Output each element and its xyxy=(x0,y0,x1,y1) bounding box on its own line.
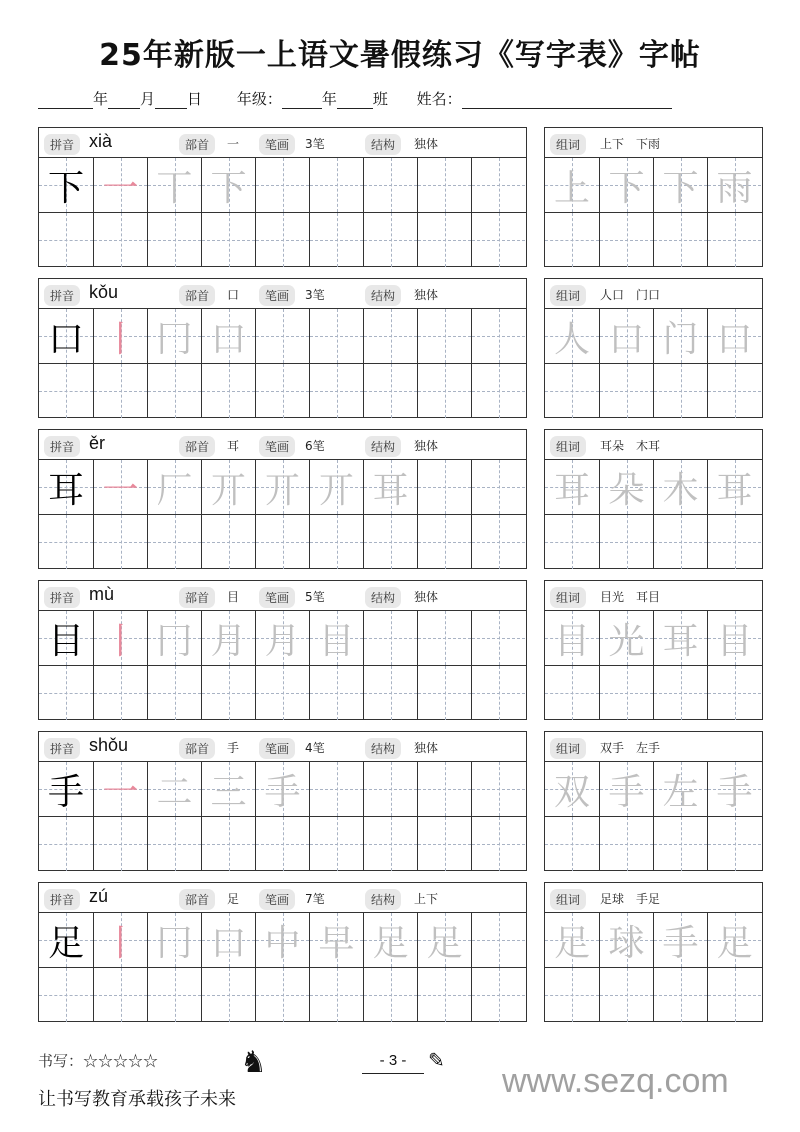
writing-cell[interactable] xyxy=(471,817,525,871)
radical-label: 部首 xyxy=(179,738,215,759)
writing-cell[interactable] xyxy=(417,515,471,569)
writing-cell[interactable] xyxy=(255,309,309,363)
pinyin-value: shǒu xyxy=(89,735,129,755)
year-label: 年 xyxy=(93,90,109,108)
model-char: 口 xyxy=(39,309,93,363)
writing-cell[interactable] xyxy=(599,213,653,267)
writing-cell[interactable] xyxy=(309,515,363,569)
strokes-label: 笔画 xyxy=(259,134,295,155)
strokes-value: 7笔 xyxy=(305,892,325,906)
stroke-step-cell[interactable]: 丅 xyxy=(147,158,201,212)
class-blank[interactable] xyxy=(337,93,373,109)
writing-cell[interactable] xyxy=(255,817,309,871)
writing-cell[interactable] xyxy=(707,515,761,569)
page-number: - 3 - xyxy=(362,1052,424,1074)
writing-cell[interactable] xyxy=(599,817,653,871)
pen-icon: ✎ xyxy=(428,1048,445,1072)
trace-cell[interactable]: 木 xyxy=(653,460,707,514)
writing-cell[interactable] xyxy=(417,817,471,871)
structure-label: 结构 xyxy=(365,134,401,155)
writing-cell[interactable] xyxy=(363,611,417,665)
writing-cell[interactable] xyxy=(201,515,255,569)
pinyin-value: ěr xyxy=(89,433,106,453)
stroke-step-cell[interactable]: 冂 xyxy=(147,913,201,967)
words-label: 组词 xyxy=(550,436,586,457)
char-info-header xyxy=(39,883,526,913)
stroke-step-cell[interactable]: 目 xyxy=(309,611,363,665)
pinyin-value: xià xyxy=(89,131,113,151)
writing-cell[interactable] xyxy=(147,968,201,1022)
trace-cell[interactable]: 足 xyxy=(707,913,761,967)
trace-cell[interactable]: 上 xyxy=(545,158,599,212)
words-label: 组词 xyxy=(550,285,586,306)
writing-cell[interactable] xyxy=(363,364,417,418)
strokes-label: 笔画 xyxy=(259,436,295,457)
structure-value: 独体 xyxy=(414,590,439,604)
radical-label: 部首 xyxy=(179,889,215,910)
writing-cell[interactable] xyxy=(653,213,707,267)
writing-cell[interactable] xyxy=(417,213,471,267)
writing-cell[interactable] xyxy=(545,666,599,720)
radical-value: 口 xyxy=(227,288,240,302)
watermark: www.sezq.com xyxy=(502,1062,729,1100)
month-label: 月 xyxy=(140,90,156,108)
structure-value: 独体 xyxy=(414,439,439,453)
radical-label: 部首 xyxy=(179,285,215,306)
model-char: 手 xyxy=(39,762,93,816)
horse-icon: ♞ xyxy=(240,1045,267,1080)
stroke-step-cell[interactable]: 手 xyxy=(255,762,309,816)
strokes-label: 笔画 xyxy=(259,285,295,306)
char-practice-block xyxy=(38,731,527,871)
writing-cell[interactable] xyxy=(653,817,707,871)
trace-cell[interactable]: 人 xyxy=(545,309,599,363)
writing-cell[interactable] xyxy=(471,309,525,363)
writing-cell[interactable] xyxy=(471,158,525,212)
radical-value: 耳 xyxy=(227,439,240,453)
stroke-step-cell[interactable]: 丌 xyxy=(309,460,363,514)
writing-cell[interactable] xyxy=(417,968,471,1022)
strokes-label: 笔画 xyxy=(259,587,295,608)
strokes-label: 笔画 xyxy=(259,738,295,759)
writing-cell[interactable] xyxy=(255,515,309,569)
radical-label: 部首 xyxy=(179,587,215,608)
pinyin-label: 拼音 xyxy=(44,436,80,457)
words-label: 组词 xyxy=(550,738,586,759)
writing-cell[interactable] xyxy=(363,666,417,720)
stroke-step-cell[interactable]: 一 xyxy=(93,460,147,514)
model-char: 目 xyxy=(39,611,93,665)
stroke-step-cell[interactable]: 月 xyxy=(201,611,255,665)
writing-cell[interactable] xyxy=(93,666,147,720)
writing-cell[interactable] xyxy=(309,666,363,720)
strokes-value: 6笔 xyxy=(305,439,325,453)
writing-cell[interactable] xyxy=(201,666,255,720)
stroke-step-cell[interactable]: 丨 xyxy=(93,611,147,665)
writing-cell[interactable] xyxy=(471,364,525,418)
pinyin-value: kǒu xyxy=(89,282,119,302)
stroke-step-cell[interactable]: 口 xyxy=(201,913,255,967)
trace-cell[interactable]: 口 xyxy=(599,309,653,363)
structure-label: 结构 xyxy=(365,738,401,759)
stroke-step-cell[interactable]: 厂 xyxy=(147,460,201,514)
writing-cell[interactable] xyxy=(417,762,471,816)
writing-cell[interactable] xyxy=(545,817,599,871)
stroke-step-cell[interactable]: 三 xyxy=(201,762,255,816)
writing-cell[interactable] xyxy=(599,968,653,1022)
model-char: 足 xyxy=(39,913,93,967)
name-label: 姓名： xyxy=(416,90,462,108)
writing-cell[interactable] xyxy=(147,817,201,871)
writing-cell[interactable] xyxy=(471,762,525,816)
stroke-step-cell[interactable]: 早 xyxy=(309,913,363,967)
pinyin-label: 拼音 xyxy=(44,285,80,306)
stroke-step-cell[interactable]: 足 xyxy=(417,913,471,967)
char-info-header xyxy=(39,279,526,309)
trace-cell[interactable]: 光 xyxy=(599,611,653,665)
words-value: 足球 手足 xyxy=(600,892,661,906)
radical-value: 目 xyxy=(227,590,240,604)
page-title: 25年新版一上语文暑假练习《写字表》字帖 xyxy=(99,38,701,73)
student-info-line xyxy=(38,88,672,109)
writing-cell[interactable] xyxy=(707,817,761,871)
writing-cell[interactable] xyxy=(545,515,599,569)
char-practice-block xyxy=(38,429,527,569)
writing-cell[interactable] xyxy=(39,213,93,267)
trace-cell[interactable]: 雨 xyxy=(707,158,761,212)
structure-value: 上下 xyxy=(414,892,439,906)
trace-cell[interactable]: 手 xyxy=(599,762,653,816)
writing-cell[interactable] xyxy=(363,968,417,1022)
writing-cell[interactable] xyxy=(471,968,525,1022)
char-info-header xyxy=(39,128,526,158)
words-label: 组词 xyxy=(550,587,586,608)
stroke-step-cell[interactable]: 冂 xyxy=(147,611,201,665)
writing-cell[interactable] xyxy=(39,666,93,720)
writing-cell[interactable] xyxy=(309,364,363,418)
trace-cell[interactable]: 左 xyxy=(653,762,707,816)
pinyin-value: mù xyxy=(89,584,115,604)
writing-cell[interactable] xyxy=(363,515,417,569)
grade-blank[interactable] xyxy=(282,93,322,109)
writing-cell[interactable] xyxy=(417,666,471,720)
trace-cell[interactable]: 下 xyxy=(599,158,653,212)
char-practice-block xyxy=(38,278,527,418)
radical-label: 部首 xyxy=(179,436,215,457)
year-blank[interactable] xyxy=(38,93,93,109)
char-practice-block xyxy=(38,580,527,720)
name-blank[interactable] xyxy=(462,93,672,109)
writing-cell[interactable] xyxy=(471,460,525,514)
writing-cell[interactable] xyxy=(363,213,417,267)
structure-value: 独体 xyxy=(414,288,439,302)
pinyin-value: zú xyxy=(89,886,109,906)
radical-label: 部首 xyxy=(179,134,215,155)
writing-cell[interactable] xyxy=(417,364,471,418)
writing-cell[interactable] xyxy=(545,213,599,267)
writing-cell[interactable] xyxy=(471,213,525,267)
trace-cell[interactable]: 目 xyxy=(707,611,761,665)
writing-cell[interactable] xyxy=(93,515,147,569)
trace-cell[interactable]: 朵 xyxy=(599,460,653,514)
char-info-header xyxy=(39,430,526,460)
pinyin-label: 拼音 xyxy=(44,889,80,910)
words-value: 上下 下雨 xyxy=(600,137,661,151)
stroke-step-cell[interactable]: 丨 xyxy=(93,309,147,363)
stroke-step-cell[interactable]: 足 xyxy=(363,913,417,967)
structure-value: 独体 xyxy=(414,741,439,755)
char-practice-block xyxy=(38,882,527,1022)
class-label: 班 xyxy=(372,90,388,108)
writing-cell[interactable] xyxy=(653,666,707,720)
slogan: 让书写教育承载孩子未来 xyxy=(38,1089,236,1110)
char-practice-block xyxy=(38,127,527,267)
writing-cell[interactable] xyxy=(147,515,201,569)
trace-cell[interactable]: 手 xyxy=(653,913,707,967)
writing-cell[interactable] xyxy=(255,364,309,418)
writing-cell[interactable] xyxy=(599,666,653,720)
writing-cell[interactable] xyxy=(255,666,309,720)
writing-cell[interactable] xyxy=(471,666,525,720)
writing-cell[interactable] xyxy=(39,817,93,871)
trace-cell[interactable]: 口 xyxy=(707,309,761,363)
writing-cell[interactable] xyxy=(417,309,471,363)
structure-label: 结构 xyxy=(365,436,401,457)
writing-cell[interactable] xyxy=(93,213,147,267)
trace-cell[interactable]: 双 xyxy=(545,762,599,816)
strokes-value: 3笔 xyxy=(305,288,325,302)
radical-value: 一 xyxy=(227,137,240,151)
writing-cell[interactable] xyxy=(93,364,147,418)
writing-cell[interactable] xyxy=(417,460,471,514)
writing-cell[interactable] xyxy=(363,309,417,363)
writing-cell[interactable] xyxy=(471,611,525,665)
stroke-step-cell[interactable]: 二 xyxy=(147,762,201,816)
trace-cell[interactable]: 目 xyxy=(545,611,599,665)
writing-cell[interactable] xyxy=(417,611,471,665)
stroke-step-cell[interactable]: 中 xyxy=(255,913,309,967)
trace-cell[interactable]: 足 xyxy=(545,913,599,967)
writing-cell[interactable] xyxy=(309,309,363,363)
writing-cell[interactable] xyxy=(309,158,363,212)
writing-cell[interactable] xyxy=(39,515,93,569)
writing-cell[interactable] xyxy=(653,515,707,569)
trace-cell[interactable]: 下 xyxy=(653,158,707,212)
word-practice-block xyxy=(544,731,763,871)
word-practice-block xyxy=(544,127,763,267)
writing-cell[interactable] xyxy=(201,968,255,1022)
word-practice-block xyxy=(544,882,763,1022)
writing-cell[interactable] xyxy=(653,364,707,418)
words-label: 组词 xyxy=(550,889,586,910)
writing-cell[interactable] xyxy=(545,968,599,1022)
stroke-step-cell[interactable]: 一 xyxy=(93,158,147,212)
writing-cell[interactable] xyxy=(471,515,525,569)
pinyin-label: 拼音 xyxy=(44,587,80,608)
day-blank[interactable] xyxy=(155,93,187,109)
stroke-step-cell[interactable]: 月 xyxy=(255,611,309,665)
writing-cell[interactable] xyxy=(599,515,653,569)
pinyin-label: 拼音 xyxy=(44,134,80,155)
writing-cell[interactable] xyxy=(363,158,417,212)
words-value: 人口 门口 xyxy=(600,288,661,302)
structure-label: 结构 xyxy=(365,587,401,608)
writing-cell[interactable] xyxy=(309,213,363,267)
writing-cell[interactable] xyxy=(309,762,363,816)
structure-value: 独体 xyxy=(414,137,439,151)
stroke-step-cell[interactable]: 耳 xyxy=(363,460,417,514)
char-info-header xyxy=(39,581,526,611)
writing-cell[interactable] xyxy=(599,364,653,418)
radical-value: 手 xyxy=(227,741,240,755)
grade-year-label: 年 xyxy=(321,90,337,108)
writing-cell[interactable] xyxy=(147,213,201,267)
char-info-header xyxy=(39,732,526,762)
trace-cell[interactable]: 耳 xyxy=(707,460,761,514)
stroke-step-cell[interactable]: 丌 xyxy=(255,460,309,514)
word-practice-block xyxy=(544,278,763,418)
trace-cell[interactable]: 耳 xyxy=(653,611,707,665)
writing-cell[interactable] xyxy=(309,968,363,1022)
words-value: 耳朵 木耳 xyxy=(600,439,661,453)
grade-label: 年级： xyxy=(236,90,282,108)
writing-cell[interactable] xyxy=(93,817,147,871)
writing-cell[interactable] xyxy=(707,213,761,267)
rating-label: 书写：☆☆☆☆☆ xyxy=(38,1052,159,1070)
stroke-step-cell[interactable]: 冂 xyxy=(147,309,201,363)
writing-cell[interactable] xyxy=(93,968,147,1022)
writing-cell[interactable] xyxy=(471,913,525,967)
writing-cell[interactable] xyxy=(417,158,471,212)
structure-label: 结构 xyxy=(365,285,401,306)
writing-cell[interactable] xyxy=(255,158,309,212)
writing-cell[interactable] xyxy=(363,817,417,871)
writing-cell[interactable] xyxy=(363,762,417,816)
month-blank[interactable] xyxy=(108,93,140,109)
writing-cell[interactable] xyxy=(707,968,761,1022)
day-label: 日 xyxy=(187,90,203,108)
model-char: 耳 xyxy=(39,460,93,514)
trace-cell[interactable]: 门 xyxy=(653,309,707,363)
writing-cell[interactable] xyxy=(255,213,309,267)
trace-cell[interactable]: 手 xyxy=(707,762,761,816)
writing-cell[interactable] xyxy=(39,968,93,1022)
stroke-step-cell[interactable]: 丌 xyxy=(201,460,255,514)
writing-cell[interactable] xyxy=(707,666,761,720)
writing-cell[interactable] xyxy=(147,666,201,720)
writing-cell[interactable] xyxy=(201,213,255,267)
writing-cell[interactable] xyxy=(707,364,761,418)
writing-cell[interactable] xyxy=(653,968,707,1022)
structure-label: 结构 xyxy=(365,889,401,910)
stroke-step-cell[interactable]: 丨 xyxy=(93,913,147,967)
writing-cell[interactable] xyxy=(201,364,255,418)
strokes-value: 3笔 xyxy=(305,137,325,151)
trace-cell[interactable]: 球 xyxy=(599,913,653,967)
strokes-label: 笔画 xyxy=(259,889,295,910)
writing-cell[interactable] xyxy=(255,968,309,1022)
strokes-value: 5笔 xyxy=(305,590,325,604)
writing-cell[interactable] xyxy=(39,364,93,418)
word-practice-block xyxy=(544,580,763,720)
words-label: 组词 xyxy=(550,134,586,155)
model-char: 下 xyxy=(39,158,93,212)
pinyin-label: 拼音 xyxy=(44,738,80,759)
words-value: 目光 耳目 xyxy=(600,590,661,604)
writing-cell[interactable] xyxy=(201,817,255,871)
radical-value: 足 xyxy=(227,892,240,906)
writing-cell[interactable] xyxy=(309,817,363,871)
stroke-step-cell[interactable]: 下 xyxy=(201,158,255,212)
trace-cell[interactable]: 耳 xyxy=(545,460,599,514)
words-value: 双手 左手 xyxy=(600,741,661,755)
strokes-value: 4笔 xyxy=(305,741,325,755)
stroke-step-cell[interactable]: 一 xyxy=(93,762,147,816)
writing-cell[interactable] xyxy=(545,364,599,418)
writing-cell[interactable] xyxy=(147,364,201,418)
word-practice-block xyxy=(544,429,763,569)
stroke-step-cell[interactable]: 口 xyxy=(201,309,255,363)
